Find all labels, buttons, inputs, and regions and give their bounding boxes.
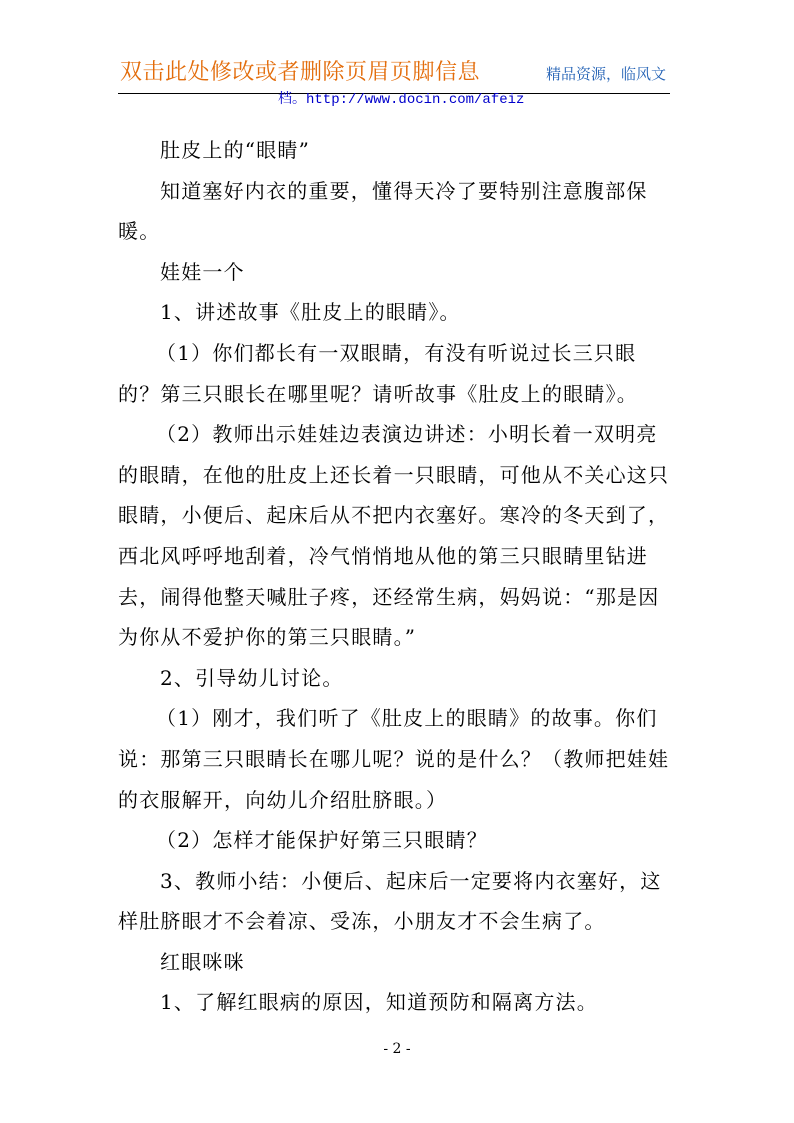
section-title: 肚皮上的“眼睛” [160, 138, 311, 162]
materials-text: 娃娃一个 [160, 259, 245, 284]
step-paragraph: （1）你们都长有一双眼睛，有没有听说过长三只眼的？第三只眼长在哪里呢？请听故事《肚皮上的眼睛》。 [118, 340, 638, 406]
goal-text: 1、了解红眼病的原因，知道预防和隔离方法。 [160, 990, 598, 1015]
section-title: 红眼咪咪 [160, 949, 245, 974]
step-paragraph: （2）怎样才能保护好第三只眼睛？ [156, 828, 488, 853]
page-number: - 2 - [383, 1041, 411, 1057]
summary-paragraph: 3、教师小结：小便后、起床后一定要将内衣塞好，这样肚脐眼才不会着凉、受冻，小朋友才不会生病了。 [118, 868, 662, 934]
step-heading: 1、讲述故事《肚皮上的眼睛》。 [160, 300, 461, 325]
header-title[interactable]: 双击此处修改或者删除页眉页脚信息 [120, 60, 481, 85]
header-right-text: 精品资源，临风文 [546, 65, 667, 83]
step-paragraph: （1）刚才，我们听了《肚皮上的眼睛》的故事。你们说：那第三只眼睛长在哪儿呢？说的是什么？（教师把娃娃的衣服解开，向幼儿介绍肚脐眼。） [118, 706, 670, 812]
document-body [118, 130, 678, 1023]
goal-text: 知道塞好内衣的重要，懂得天冷了要特别注意腹部保暖。 [118, 178, 648, 244]
story-paragraph: （2）教师出示娃娃边表演边讲述：小明长着一双明亮的眼睛，在他的肚皮上还长着一只眼睛，可他从不关心这只眼睛，小便后、起床后从不把内衣塞好。寒冷的冬天到了，西北风呼呼地刮着，冷气悄悄地从他的第三只眼睛里钻进去，闹得他整天喊肚子疼，还经常生病，妈妈说：“那是因为你从不爱护你的第三只眼睛。” [118, 422, 670, 650]
header-url-link[interactable]: 档。http://www.docin.com/afeiz [278, 92, 525, 108]
step-heading: 2、引导幼儿讨论。 [160, 665, 344, 690]
